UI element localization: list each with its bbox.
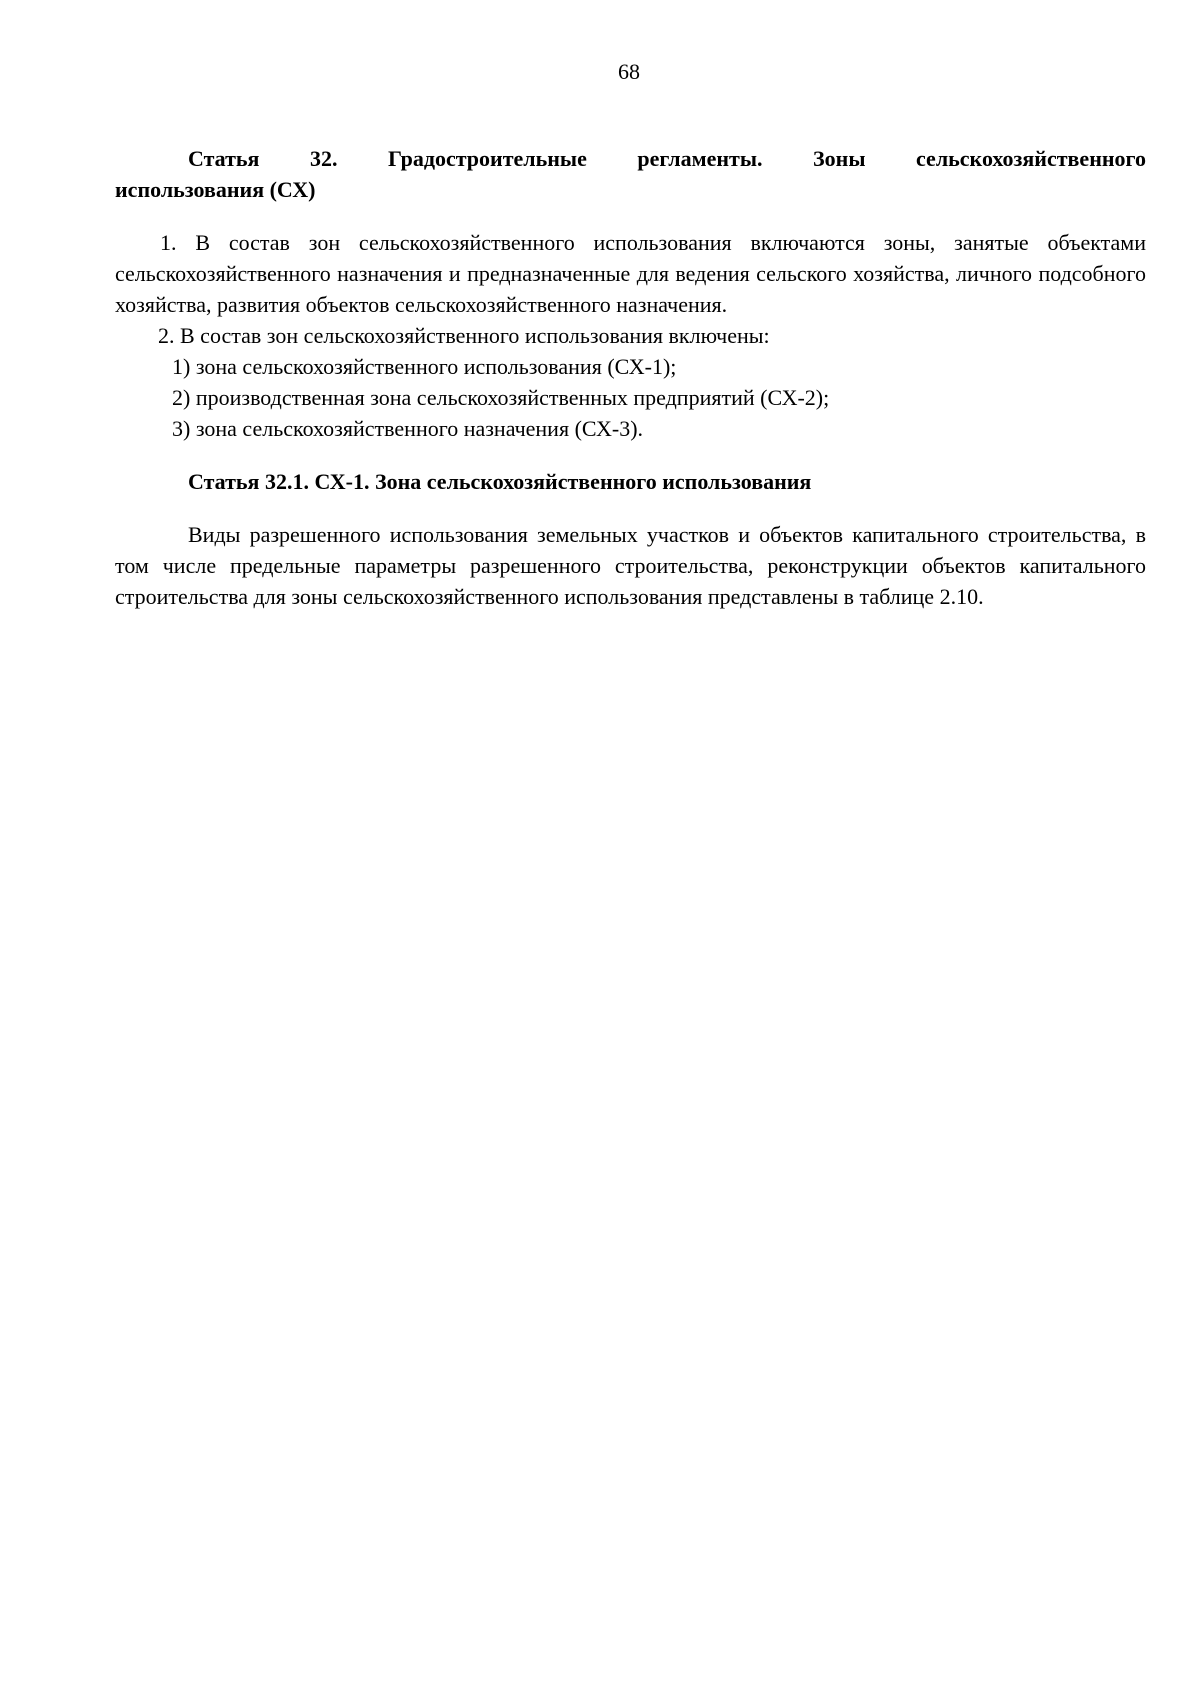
article-32-heading <box>115 143 1146 205</box>
document-content <box>115 143 1146 634</box>
article-32-1-heading: Статья 32.1. СХ-1. Зона сельскохозяйственного использования <box>188 469 812 494</box>
article-32-1-body: Виды разрешенного использования земельных участков и объектов капитального строительства, в том числе предельные параметры разрешенного строительства, реконструкции объектов капитального строительства для зоны сельскохозяйственного использования представлены в таблице 2.10. <box>115 522 1146 609</box>
zone-list-item-sx1: 1) зона сельскохозяйственного использования (СХ-1); <box>172 354 677 379</box>
article-32-item-2-intro: 2. В состав зон сельскохозяйственного использования включены: <box>158 323 770 348</box>
page-number: 68 <box>618 59 640 84</box>
article-32-item-1: 1. В состав зон сельскохозяйственного использования включаются зоны, занятые объектами сельскохозяйственного назначения и предназначенные для ведения сельского хозяйства, личного подсобного хозяйства, развития объектов сельскохозяйственного назначения. <box>115 230 1146 317</box>
article-32-heading-line1: Статья 32. Градостроительные регламенты. Зоны сельскохозяйственного <box>188 146 1146 171</box>
article-32-heading-line2: использования (СХ) <box>115 177 316 202</box>
zone-list-item-sx2: 2) производственная зона сельскохозяйственных предприятий (СХ-2); <box>172 385 830 410</box>
zone-list-item-sx3: 3) зона сельскохозяйственного назначения (СХ-3). <box>172 416 644 441</box>
